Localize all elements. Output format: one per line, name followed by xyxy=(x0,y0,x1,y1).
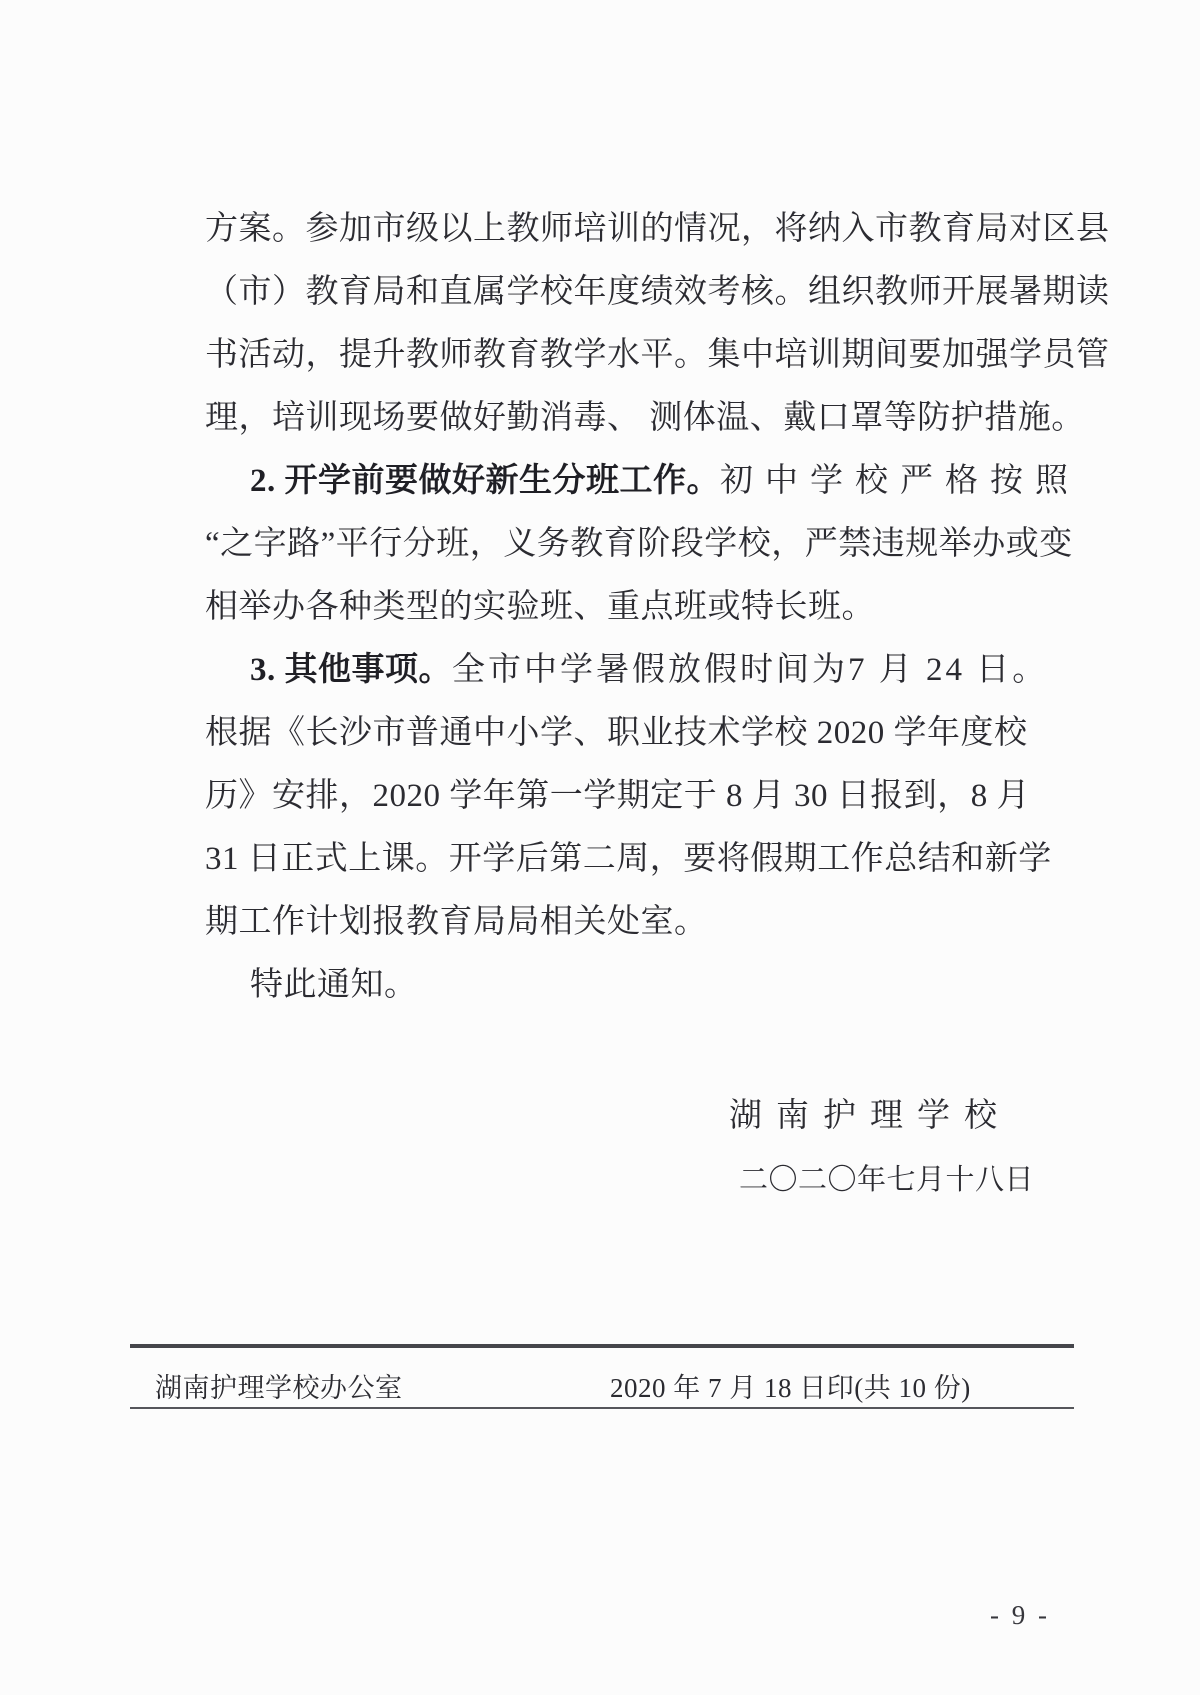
body-line-closing xyxy=(205,954,1055,1017)
body-line xyxy=(205,765,1055,828)
text-run: 根据《长沙市普通中小学、职业技术学校 2020 学年度校 xyxy=(205,715,1028,751)
signature-org: 湖南护理学校 xyxy=(729,1098,1011,1134)
text-run: 特此通知。 xyxy=(250,967,418,1003)
body-line xyxy=(205,387,1085,450)
footer-rule-top xyxy=(130,1344,1074,1348)
heading-run: 2. 开学前要做好新生分班工作。 xyxy=(250,463,720,499)
text-run: 书活动，提升教师教育教学水平。集中培训期间要加强学员管 xyxy=(205,337,1110,373)
body-line xyxy=(205,702,1055,765)
text-run: 方案。参加市级以上教师培训的情况，将纳入市教育局对区县 xyxy=(205,211,1110,247)
heading-run: 3. 其他事项。 xyxy=(250,652,452,688)
footer-print-info: 2020 年 7 月 18 日印(共 10 份) xyxy=(610,1373,971,1403)
body-line-heading-3 xyxy=(205,639,1055,702)
text-run: “之字路”平行分班，义务教育阶段学校，严禁违规举办或变 xyxy=(205,526,1073,562)
body-line-heading-2 xyxy=(205,450,1080,513)
body-line xyxy=(205,891,1055,954)
text-run: 历》安排，2020 学年第一学期定于 8 月 30 日报到，8 月 xyxy=(205,778,1030,814)
text-run: 全市中学暑假放假时间为7 月 24 日。 xyxy=(452,652,1049,688)
document-body xyxy=(205,198,1110,1017)
footer-office: 湖南护理学校办公室 xyxy=(155,1373,403,1403)
text-run: 理，培训现场要做好勤消毒、 测体温、戴口罩等防护措施。 xyxy=(205,400,1085,436)
text-run: （市）教育局和直属学校年度绩效考核。组织教师开展暑期读 xyxy=(205,274,1110,310)
footer-rule-bottom xyxy=(130,1407,1074,1409)
body-line xyxy=(205,324,1110,387)
body-line xyxy=(205,513,1073,576)
text-run: 初中学校严格按照 xyxy=(720,463,1080,499)
signature-date: 二〇二〇年七月十八日 xyxy=(739,1164,1035,1196)
text-run: 31 日正式上课。开学后第二周，要将假期工作总结和新学 xyxy=(205,841,1052,877)
body-line xyxy=(205,576,1055,639)
text-run: 期工作计划报教育局局相关处室。 xyxy=(205,904,708,940)
text-run: 相举办各种类型的实验班、重点班或特长班。 xyxy=(205,589,875,625)
page-number: - 9 - xyxy=(990,1600,1050,1630)
body-line xyxy=(205,198,1110,261)
body-line xyxy=(205,828,1055,891)
body-line xyxy=(205,261,1110,324)
